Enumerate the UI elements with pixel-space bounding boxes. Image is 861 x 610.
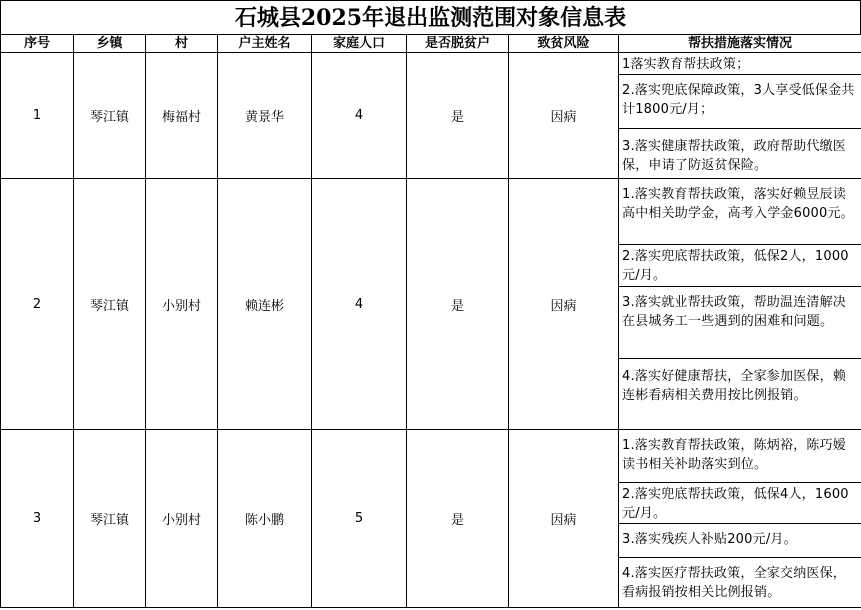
cell-index: 3 [1, 430, 74, 608]
header-risk: 致贫风险 [509, 35, 619, 53]
header-village: 村 [146, 35, 218, 53]
cell-village: 梅福村 [146, 53, 218, 179]
cell-risk: 因病 [509, 179, 619, 430]
cell-village: 小别村 [146, 179, 218, 430]
header-measures: 帮扶措施落实情况 [619, 35, 861, 53]
cell-measure: 2.落实兜底保障政策，3人享受低保金共计1800元/月； [619, 75, 861, 129]
table-row [1, 430, 861, 483]
cell-measure: 3.落实就业帮扶政策，帮助温连清解决在县城务工一些遇到的困难和问题。 [619, 287, 861, 359]
cell-measure: 2.落实兜底帮扶政策，低保4人，1600元/月。 [619, 483, 861, 524]
cell-name: 赖连彬 [218, 179, 312, 430]
table-row [1, 53, 861, 75]
cell-measure: 4.落实医疗帮扶政策，全家交纳医保，看病报销按相关比例报销。 [619, 558, 861, 608]
cell-poverty-exit: 是 [407, 430, 509, 608]
header-name: 户主姓名 [218, 35, 312, 53]
cell-risk: 因病 [509, 53, 619, 179]
cell-index: 1 [1, 53, 74, 179]
cell-town: 琴江镇 [74, 430, 146, 608]
cell-name: 黄景华 [218, 53, 312, 179]
header-row [1, 35, 861, 53]
cell-measure: 1.落实教育帮扶政策，落实好赖昱辰读高中相关助学金，高考入学金6000元。 [619, 179, 861, 245]
header-town: 乡镇 [74, 35, 146, 53]
cell-town: 琴江镇 [74, 53, 146, 179]
cell-measure: 4.落实好健康帮扶，全家参加医保，赖连彬看病相关费用按比例报销。 [619, 359, 861, 430]
cell-index: 2 [1, 179, 74, 430]
info-table [0, 34, 861, 608]
header-population: 家庭人口 [312, 35, 407, 53]
header-index: 序号 [1, 35, 74, 53]
cell-measure: 1.落实教育帮扶政策，陈炳裕，陈巧嫒读书相关补助落实到位。 [619, 430, 861, 483]
cell-poverty-exit: 是 [407, 53, 509, 179]
cell-name: 陈小鹏 [218, 430, 312, 608]
cell-population: 5 [312, 430, 407, 608]
cell-measure: 3.落实残疾人补贴200元/月。 [619, 524, 861, 558]
cell-population: 4 [312, 53, 407, 179]
cell-measure: 3.落实健康帮扶政策，政府帮助代缴医保，申请了防返贫保险。 [619, 129, 861, 179]
cell-town: 琴江镇 [74, 179, 146, 430]
cell-poverty-exit: 是 [407, 179, 509, 430]
header-poverty-exit: 是否脱贫户 [407, 35, 509, 53]
sheet-title: 石城县2025年退出监测范围对象信息表 [0, 0, 861, 34]
table-row [1, 179, 861, 245]
cell-measure: 1落实教育帮扶政策； [619, 53, 861, 75]
cell-risk: 因病 [509, 430, 619, 608]
cell-population: 4 [312, 179, 407, 430]
cell-village: 小别村 [146, 430, 218, 608]
cell-measure: 2.落实兜底帮扶政策，低保2人，1000元/月。 [619, 245, 861, 287]
